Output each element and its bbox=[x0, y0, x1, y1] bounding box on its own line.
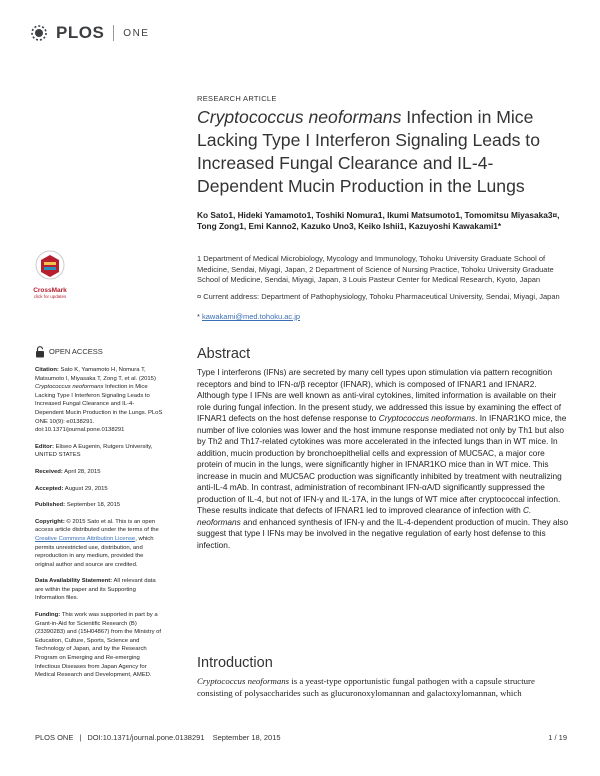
published-label: Published: bbox=[35, 502, 66, 509]
crossmark-icon bbox=[35, 250, 65, 280]
funding-text: This work was supported in part by a Grant-in-Aid for Scientific Research (B) (23390283) and (15H04867) from the Ministry of Education, Culture, Sports, Science and Technology of Japan, and by the Research Program on Emerging and Re-emerging Infectious Diseases from Japan Agency for Medical Research and Development, AMED. bbox=[35, 612, 162, 679]
published bbox=[35, 501, 163, 510]
journal-name: ONE bbox=[123, 27, 150, 39]
footer-left bbox=[35, 733, 287, 742]
corresponding-email bbox=[197, 312, 300, 321]
accepted bbox=[35, 485, 163, 494]
footer-separator: | bbox=[79, 733, 82, 742]
crossmark-label: CrossMark bbox=[33, 287, 67, 294]
crossmark-sub: click for updates bbox=[33, 294, 67, 299]
affiliations: 1 Department of Medical Microbiology, Mycology and Immunology, Tohoku University Graduate School of Medicine, Sendai, Miyagi, Japan, 2 Department of Science of Nursing Practice, Tohoku University Graduate School of Medicine, Sendai, Miyagi, Japan, 3 Louis Pasteur Center for Medical Research, Kyoto, Japan bbox=[197, 254, 554, 284]
email-prefix: * bbox=[197, 312, 203, 321]
editor-text: Eliseo A Eugenin, Rutgers University, UNITED STATES bbox=[35, 443, 153, 459]
intro-italic: Cryptococcus neoformans bbox=[197, 676, 290, 686]
accepted-text: August 29, 2015 bbox=[63, 485, 108, 492]
received-label: Received: bbox=[35, 468, 63, 475]
logo-text: PLOS bbox=[56, 23, 105, 42]
open-lock-icon bbox=[35, 346, 45, 358]
page-number: 1 / 19 bbox=[548, 733, 567, 742]
footer-doi: DOI:10.1371/journal.pone.0138291 bbox=[87, 733, 205, 742]
article-type: RESEARCH ARTICLE bbox=[197, 94, 277, 103]
copyright-text: © 2015 Sato et al. This is an open access article distributed under the terms of the bbox=[35, 518, 159, 534]
introduction-body bbox=[197, 675, 569, 699]
editor bbox=[35, 443, 163, 460]
open-access-label: OPEN ACCESS bbox=[49, 346, 103, 356]
abstract-part-2: . In IFNAR1KO mice, the number of live colonies was lower and the host immune response mediated not only by Th1 but also by Th2 and Th17-related cytokines was more accelerated in the infected lungs than in WT mice. In addition, mucin production by bronchoepithelial cells and expression of MUC5AC, a major core protein of mucin in the lungs, were significantly higher in IFNAR1KO mice than in WT mice. This increase in mucin and MUC5AC production was significantly inhibited by treatment with neutralizing anti-IL-4 mAb. In contrast, administration of recombinant IFN-αA/D significantly suppressed the production of IL-4, but not of IFN-γ and IL-17A, in the lungs of WT mice after cryptococcal infection. These results indicate that defects of IFNAR1 led to improved clearance of infection with bbox=[197, 413, 567, 515]
open-access bbox=[35, 346, 163, 358]
logo-divider bbox=[113, 25, 114, 41]
abstract-heading: Abstract bbox=[197, 346, 251, 362]
abstract-part-3: and enhanced synthesis of IFN-γ and the IL-4-dependent production of mucin. They also suggest that type I IFNs may be involved in the negative regulation of early host defense to this infection. bbox=[197, 516, 569, 550]
introduction-heading: Introduction bbox=[197, 655, 273, 671]
title-italic: Cryptococcus neoformans bbox=[197, 107, 402, 127]
crossmark-badge[interactable] bbox=[30, 250, 70, 299]
authors: Ko Sato1, Hideki Yamamoto1, Toshiki Nomura1, Ikumi Matsumoto1, Tomomitsu Miyasaka3¤, Tong Zong1, Emi Kanno2, Kazuko Uno3, Keiko Ishii1, Kazuyoshi Kawakami1* bbox=[197, 210, 560, 232]
abstract-italic-1: Cryptococcus neoformans bbox=[378, 413, 476, 423]
license-link[interactable]: Creative Commons Attribution License bbox=[35, 535, 136, 542]
email-link[interactable]: kawakami@med.tohoku.ac.jp bbox=[202, 312, 301, 321]
title-rest: Infection in Mice Lacking Type I Interferon Signaling Leads to Increased Fungal Clearance and IL-4-Dependent Mucin Production in the Lungs bbox=[197, 107, 540, 196]
funding-label: Funding: bbox=[35, 612, 61, 619]
page-footer bbox=[35, 733, 567, 742]
data-availability-label: Data Availability Statement: bbox=[35, 578, 113, 585]
abstract-part-1: Type I interferons (IFNs) are secreted by many cell types upon stimulation via pattern recognition receptors and bind to IFN-α/β receptor (IFNAR), which is composed of IFNAR1 and IFNAR2. Although type I IFNs are well known as anti-viral cytokines, limited information is available on their role during fungal infection. In the present study, we addressed this issue by examining the effect of IFNAR1 defects on the host defense response to bbox=[197, 367, 562, 423]
abstract-body bbox=[197, 367, 569, 551]
abstract-italic-2: C. neoformans bbox=[197, 505, 532, 527]
copyright-tail: , which permits unrestricted use, distribution, and reproduction in any medium, provided the original author and source are credited. bbox=[35, 535, 154, 568]
copyright bbox=[35, 518, 163, 570]
accepted-label: Accepted: bbox=[35, 485, 64, 492]
footer-journal: PLOS ONE bbox=[35, 733, 74, 742]
plos-logo-icon bbox=[28, 22, 50, 44]
editor-label: Editor: bbox=[35, 443, 54, 450]
current-address: ¤ Current address: Department of Pathophysiology, Tohoku Pharmaceutical University, Sendai, Miyagi, Japan bbox=[197, 292, 560, 301]
citation-label: Citation: bbox=[35, 367, 59, 373]
citation-text: Sato K, Yamamoto H, Nomura T, Matsumoto I, Miyasaka T, Zong T, et al. (2015) bbox=[35, 367, 156, 382]
footer-date: September 18, 2015 bbox=[212, 733, 281, 742]
intro-text: is a yeast-type opportunistic fungal pathogen with a capsule structure consisting of polysaccharides such as glucuronoxylomannan and galactoxylomannan, which bbox=[197, 676, 535, 698]
received-text: April 28, 2015 bbox=[62, 468, 101, 475]
received bbox=[35, 468, 163, 477]
data-availability bbox=[35, 577, 163, 603]
data-availability-text: All relevant data are within the paper and its Supporting Information files. bbox=[35, 578, 156, 602]
published-text: September 18, 2015 bbox=[65, 502, 121, 509]
citation bbox=[35, 366, 163, 435]
plos-logo[interactable] bbox=[28, 22, 149, 44]
article-title bbox=[197, 106, 567, 198]
citation-italic: Cryptococcus neoformans bbox=[35, 384, 104, 391]
copyright-label: Copyright: bbox=[35, 518, 65, 525]
citation-tail: Infection in Mice Lacking Type I Interferon Signaling Leads to Increased Fungal Clearance and IL-4-Dependent Mucin Production in the Lungs. PLoS ONE 10(9): e0138291. doi:10.1371/journal.pone.0138291 bbox=[35, 384, 163, 434]
article-info-sidebar bbox=[35, 346, 163, 688]
funding bbox=[35, 611, 163, 680]
